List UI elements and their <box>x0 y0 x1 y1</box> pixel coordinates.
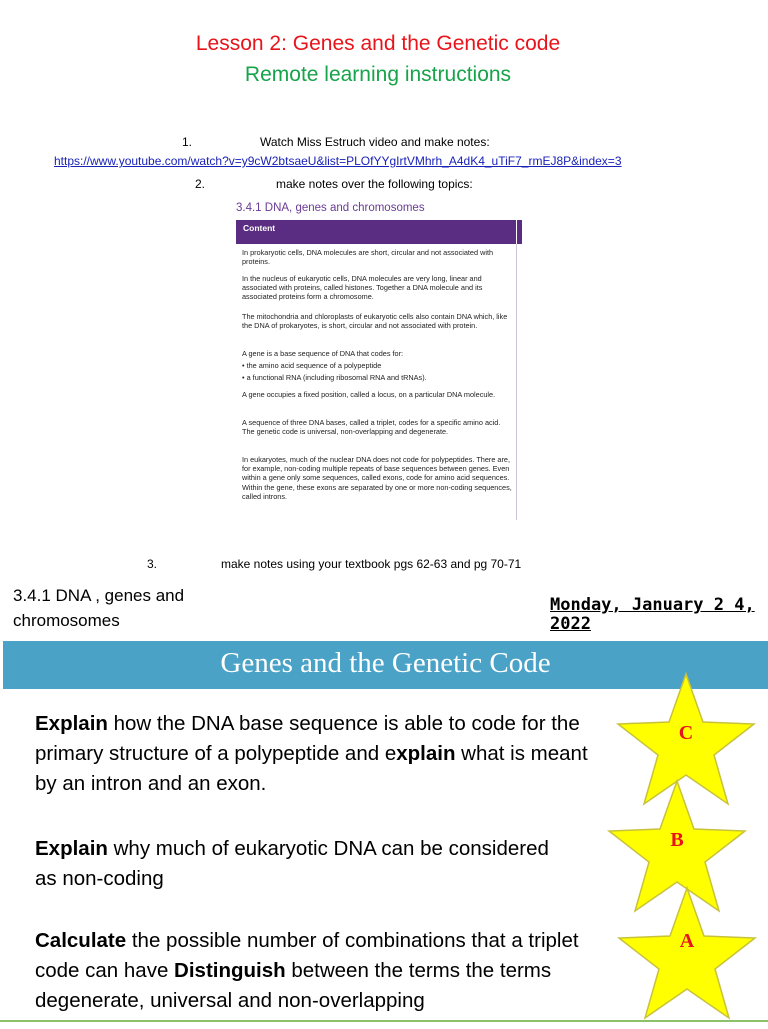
step-3-number: 3. <box>147 557 158 571</box>
video-link[interactable]: https://www.youtube.com/watch?v=y9cW2btsaeU&list=PLOfYYgIrtVMhrh_A4dK4_uTiF7_rmEJ8P&index=3 <box>54 154 622 168</box>
objective-verb: Explain <box>35 837 108 860</box>
lesson-subtitle: Remote learning instructions <box>244 63 512 86</box>
spec-paragraph: In the nucleus of eukaryotic cells, DNA molecules are very long, linear and associated with proteins, called histones. Together a DNA molecule and its associated proteins form a chromosome. <box>242 274 483 302</box>
specification-excerpt <box>232 200 522 522</box>
spec-paragraph: A sequence of three DNA bases, called a triplet, codes for a specific amino acid. The genetic code is universal, non-overlapping and degenerate. <box>242 418 501 437</box>
objective-text: the possible number of combinations that a triplet code can have <box>35 929 579 982</box>
objective-text: why much of eukaryotic DNA can be considered as non-coding <box>35 837 549 890</box>
objective-c <box>35 709 595 799</box>
step-2-number: 2. <box>195 177 206 191</box>
spec-content-label: Content <box>243 223 276 233</box>
step-1-number: 1. <box>182 135 193 149</box>
objective-b <box>35 834 555 894</box>
spec-body <box>236 244 517 520</box>
grade-c-label: C <box>678 722 694 744</box>
objective-verb: xplain <box>396 742 456 765</box>
spec-bullet: • the amino acid sequence of a polypeptide <box>242 361 382 370</box>
objective-text: between the terms the terms degenerate, universal and non-overlapping <box>35 959 552 1012</box>
spec-content-header <box>236 220 516 244</box>
lesson-title: Lesson 2: Genes and the Genetic code <box>195 32 561 55</box>
objective-verb: Distinguish <box>174 959 286 982</box>
spec-paragraph: In eukaryotes, much of the nuclear DNA does not code for polypeptides. There are, for example, non-coding multiple repeats of base sequences between genes. Even within a gene only some sequences, called exons, code for amino acid sequences. Within the gene, these exons are separated by one or more non-coding sequences, called introns. <box>242 455 512 501</box>
objective-text: what is meant by an intron and an exon. <box>35 742 588 795</box>
spec-paragraph: A gene occupies a fixed position, called a locus, on a particular DNA molecule. <box>242 390 496 399</box>
lesson-date: Monday, January 2 4, 2022 <box>550 595 755 634</box>
objective-verb: Calculate <box>35 929 127 952</box>
objective-verb: Explain <box>35 712 108 735</box>
grade-b-label: B <box>670 829 684 851</box>
slide-title: Genes and the Genetic Code <box>220 647 551 679</box>
spec-paragraph: The mitochondria and chloroplasts of eukaryotic cells also contain DNA which, like the DNA of prokaryotes, is short, circular and not associated with protein. <box>242 312 508 331</box>
step-2-text: make notes over the following topics: <box>276 177 473 191</box>
objective-a <box>35 926 625 1016</box>
spec-heading: 3.4.1 DNA, genes and chromosomes <box>236 202 425 214</box>
spec-header-stub <box>517 220 522 244</box>
step-3-text: make notes using your textbook pgs 62-63 and pg 70-71 <box>221 557 522 571</box>
spec-reference: 3.4.1 DNA , genes and chromosomes <box>13 586 185 630</box>
spec-bullet: • a functional RNA (including ribosomal RNA and tRNAs). <box>242 373 427 382</box>
step-1-text: Watch Miss Estruch video and make notes: <box>260 135 490 149</box>
grade-a-label: A <box>679 930 695 952</box>
objective-text: how the DNA base sequence is able to code for the primary structure of a polypeptide and e <box>35 712 580 765</box>
grade-a-star-icon <box>616 886 758 1024</box>
bottom-divider <box>0 1020 768 1022</box>
spec-paragraph: In prokaryotic cells, DNA molecules are short, circular and not associated with proteins. <box>242 248 494 267</box>
spec-paragraph: A gene is a base sequence of DNA that codes for: <box>242 349 404 358</box>
